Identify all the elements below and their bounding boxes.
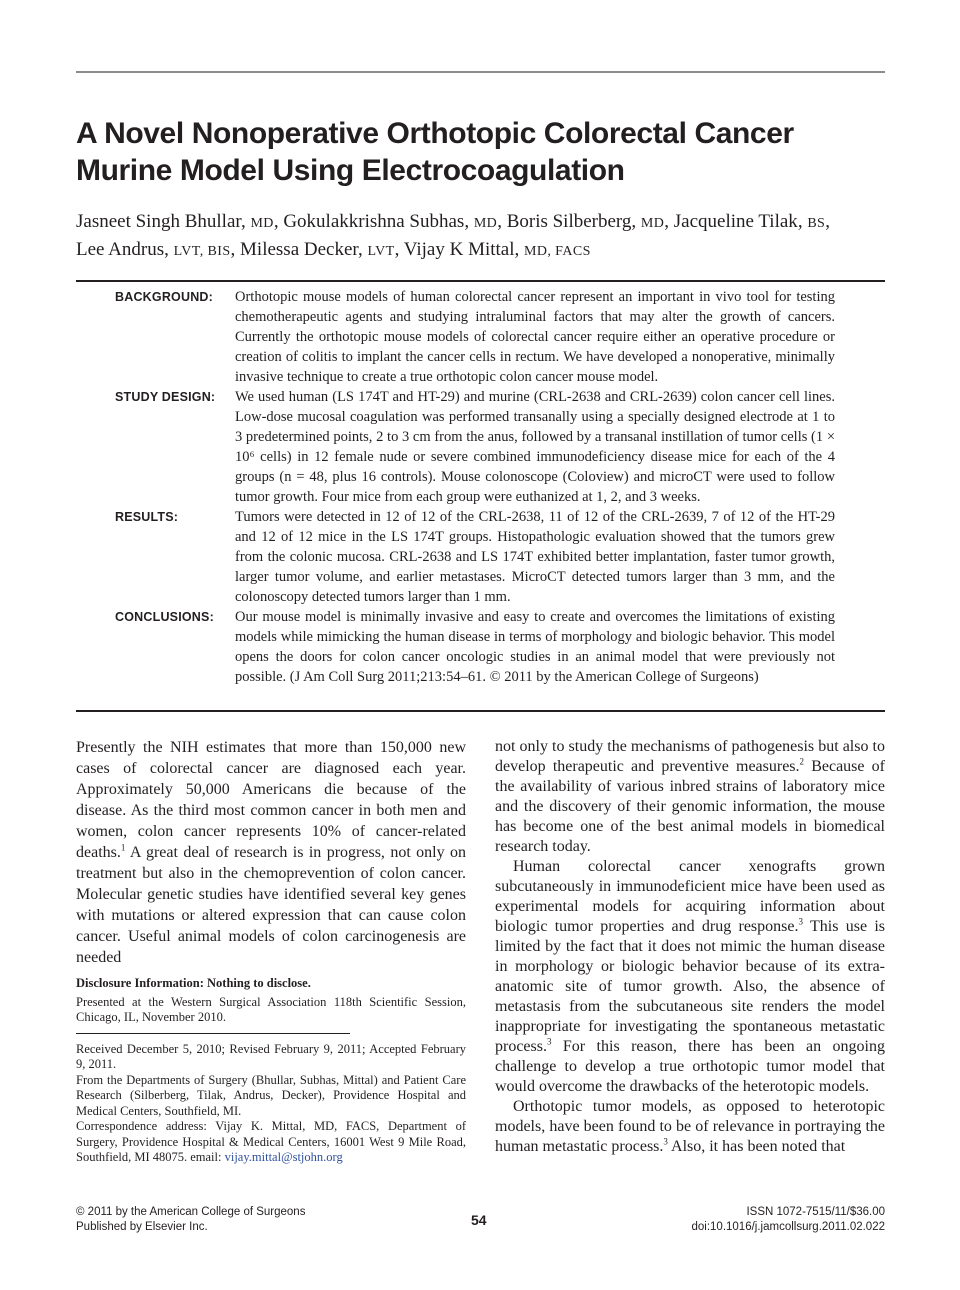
reference-marker[interactable]: 3: [798, 916, 803, 927]
abstract: [115, 287, 835, 687]
body-paragraph: [495, 1097, 885, 1157]
body-paragraph: [495, 857, 885, 1097]
body-text: For this reason, there has been an ongoing challenge to develop a true orthotopic tumor model that would overcome the drawbacks of the heterotopic models.: [495, 1038, 885, 1095]
body-column-left: [76, 737, 466, 968]
abstract-top-rule: [76, 280, 885, 282]
body-column-right: [495, 737, 885, 1157]
disclosure-note: Disclosure Information: Nothing to disclose.: [76, 976, 311, 990]
abstract-section-label: BACKGROUND:: [115, 290, 214, 304]
abstract-section-label: RESULTS:: [115, 510, 179, 524]
footer-publisher: Published by Elsevier Inc.: [76, 1221, 208, 1233]
abstract-section-text: Tumors were detected in 12 of 12 of the CRL-2638, 11 of 12 of the CRL-2639, 7 of 12 of the HT-29 and 12 of 12 mice in the LS 174T groups. Histopathologic evaluation showed that the tumors grew from the colonic mucosa. CRL-2638 and LS 174T exhibited better implantation, faster tumor growth, larger tumor volume, and earlier metastases. MicroCT detected tumors larger than 3 mm, and the colonoscopy detected tumors larger than 1 mm.: [235, 509, 835, 605]
header-rule: [76, 71, 885, 73]
departments-note: From the Departments of Surgery (Bhullar, Subhas, Mittal) and Patient Care Research (Silberberg, Tilak, Andrus, Decker), Providence Hospital and Medical Centers, Southfield, MI.: [76, 1072, 466, 1118]
body-text: This use is limited by the fact that it does not mimic the human disease in morphology or biologic behavior because of its extra-anatomic site of tumor growth. Also, the absence of metastasis from the subcutaneous site renders the model inappropriate for investigating the spontaneous metastatic process.: [495, 918, 886, 1055]
author-entry: Gokulakkrishna Subhas, MD,: [283, 211, 507, 232]
author-name: Jasneet Singh Bhullar: [76, 211, 241, 232]
author-entry: Jacqueline Tilak, BS,: [673, 211, 830, 232]
abstract-section: [115, 607, 835, 687]
author-entry: Lee Andrus, LVT, BIS,: [76, 239, 241, 260]
page-footer: [76, 1205, 885, 1239]
abstract-section: [115, 287, 835, 387]
author-degree: LVT, BIS: [173, 244, 231, 259]
body-text: not only to study the mechanisms of pathogenesis but also to develop therapeutic and preventive measures.: [495, 738, 885, 775]
correspondence-email-link[interactable]: vijay.mittal@stjohn.org: [224, 1150, 343, 1164]
author-degree: MD, FACS: [524, 244, 591, 259]
footnote-divider: [76, 1033, 350, 1034]
footer-right: [691, 1205, 885, 1235]
reference-marker[interactable]: 1: [120, 842, 126, 853]
body-text: Presently the NIH estimates that more than 150,000 new cases of colorectal cancer are diagnosed each year. Approximately 50,000 Americans die because of the disease. As the third most common cancer in both men and women, colon cancer represents 10% of cancer-related deaths.: [76, 739, 466, 861]
body-text: Human colorectal cancer xenografts grown subcutaneously in immunodeficient mice have been used as experimental models for acquiring information about biologic tumor properties and drug response.: [495, 858, 885, 935]
author-name: Gokulakkrishna Subhas: [283, 211, 465, 232]
abstract-section: [115, 387, 835, 507]
page-number: 54: [471, 1212, 487, 1228]
article-title: A Novel Nonoperative Orthotopic Colorectal Cancer Murine Model Using Electrocoagulation: [76, 117, 794, 187]
author-degree: MD: [250, 216, 274, 231]
body-text: Also, it has been noted that: [667, 1138, 846, 1155]
author-name: Jacqueline Tilak: [673, 211, 798, 232]
reference-marker[interactable]: 2: [799, 756, 805, 767]
author-degree: LVT: [367, 244, 395, 259]
author-entry: Milessa Decker, LVT,: [240, 239, 404, 260]
footer-issn: ISSN 1072-7515/11/$36.00: [746, 1206, 885, 1218]
footnotes: [76, 976, 466, 1166]
abstract-section-label: CONCLUSIONS:: [115, 610, 214, 624]
body-text: Because of the availability of various inbred strains of laboratory mice and the discovery of their genomic information, the mouse has become one of the best animal models in biomedical research today.: [495, 758, 885, 855]
author-name: Milessa Decker: [240, 239, 358, 260]
author-degree: BS: [807, 216, 826, 231]
abstract-section: [115, 507, 835, 607]
received-note: Received December 5, 2010; Revised February 9, 2011; Accepted February 9, 2011.: [76, 1041, 466, 1071]
abstract-section-label: STUDY DESIGN:: [115, 390, 216, 404]
body-paragraph: [495, 737, 885, 857]
body-text: Orthotopic tumor models, as opposed to heterotopic models, have been found to be of relevance in portraying the human metastatic process.: [495, 1098, 885, 1155]
author-degree: MD: [640, 216, 665, 231]
author-name: Lee Andrus: [76, 239, 165, 260]
body-text: A great deal of research is in progress, not only on treatment but also in the chemoprevention of colon cancer. Molecular genetic studies have identified several key genes with mutations or altered expression that can cause colon cancer. Useful animal models of colon carcinogenesis are needed: [76, 844, 466, 966]
footer-copyright: © 2011 by the American College of Surgeons: [76, 1206, 306, 1218]
abstract-section-text: We used human (LS 174T and HT-29) and murine (CRL-2638 and CRL-2639) colon cancer cell lines. Low-dose mucosal coagulation was performed transanally using a specially designed electrode at 1 to 3 predetermined points, 2 to 3 cm from the anus, followed by a transanal instillation of tumor cells (1 × 10⁶ cells) in 12 female nude or severe combined immunodeficiency disease mice for each of the 4 groups (n = 48, plus 16 controls). Mouse colonoscope (Coloview) and microCT were used to follow tumor growth. Four mice from each group were euthanized at 1, 2, and 3 weeks.: [235, 389, 835, 505]
author-degree: MD: [473, 216, 498, 231]
abstract-section-text: Our mouse model is minimally invasive and easy to create and overcomes the limitations of existing models while mimicking the human disease in terms of morphology and biologic behavior. This model opens the doors for colon cancer oncologic studies in an animal model that were previously not possible. (J Am Coll Surg 2011;213:54–61. © 2011 by the American College of Surgeons): [235, 609, 835, 685]
author-entry: Boris Silberberg, MD,: [506, 211, 674, 232]
author-name: Vijay K Mittal: [403, 239, 515, 260]
abstract-section-text: Orthotopic mouse models of human colorectal cancer represent an important in vivo tool for testing chemotherapeutic agents and studying intraluminal factors that may alter the growth of cancers. Currently the orthotopic mouse models of colorectal cancer require either an operative procedure or creation of colitis to implant the cancer cells in rectum. We have developed a nonoperative, minimally invasive technique to create a true orthotopic colon cancer mouse model.: [235, 289, 835, 385]
author-entry: Vijay K Mittal, MD, FACS: [403, 239, 591, 260]
presented-note: Presented at the Western Surgical Association 118th Scientific Session, Chicago, IL, November 2010.: [76, 994, 466, 1024]
author-entry: Jasneet Singh Bhullar, MD,: [76, 211, 284, 232]
body-paragraph: [76, 737, 466, 968]
abstract-bottom-rule: [76, 710, 885, 712]
correspondence-note: Correspondence address: Vijay K. Mittal, MD, FACS, Department of Surgery, Providence Hospital & Medical Centers, 16001 West 9 Mile Road, Southfield, MI 48075. email: vijay.mittal@stjohn.org: [76, 1119, 466, 1164]
reference-marker[interactable]: 3: [663, 1136, 668, 1147]
reference-marker[interactable]: 3: [546, 1036, 552, 1047]
author-name: Boris Silberberg: [506, 211, 632, 232]
author-list: [76, 209, 886, 265]
footer-doi[interactable]: doi:10.1016/j.jamcollsurg.2011.02.022: [691, 1221, 885, 1233]
footer-left: [76, 1205, 305, 1235]
